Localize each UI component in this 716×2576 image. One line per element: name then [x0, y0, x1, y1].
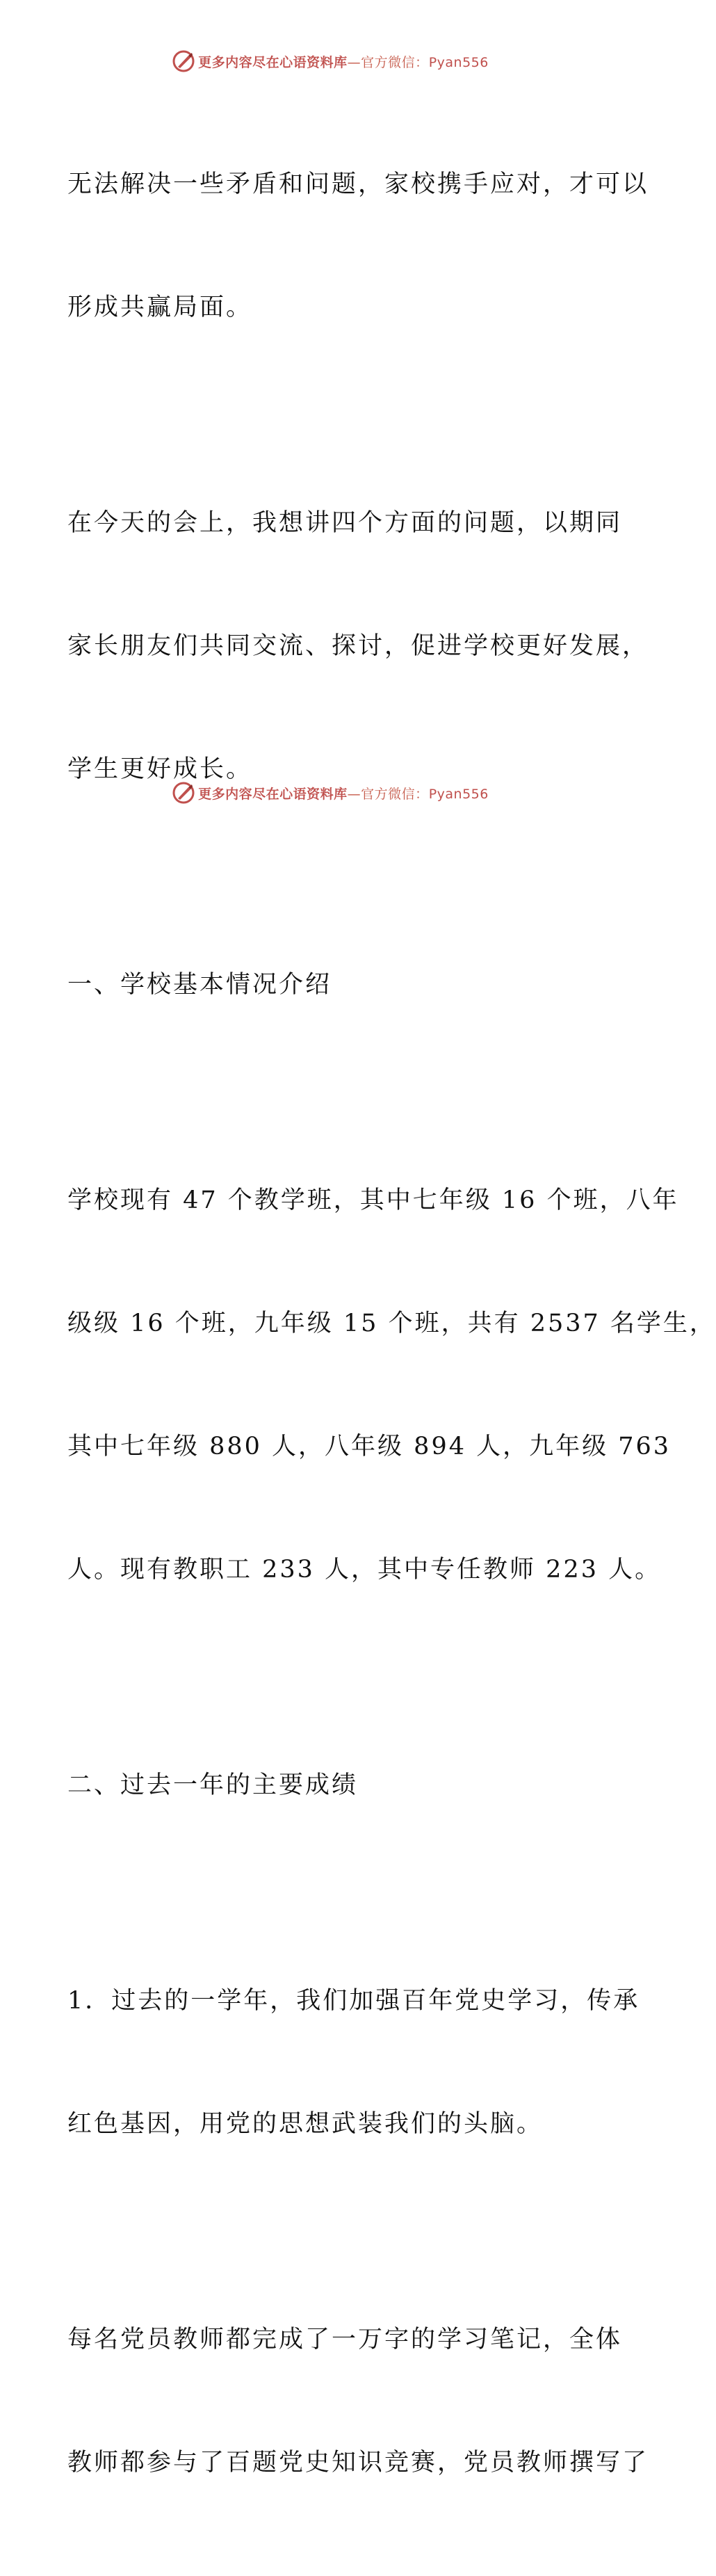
header-watermark	[0, 47, 660, 75]
text-line: 学校现有 47 个教学班，其中七年级 16 个班，八年	[67, 1186, 679, 1214]
watermark-sub: 官方微信：	[361, 786, 429, 802]
text-line: 每名党员教师都完成了一万字的学习笔记，全体	[67, 2326, 623, 2353]
text-line: 红色基因，用党的思想武装我们的头脑。	[67, 2110, 544, 2138]
text-line: 在今天的会上，我想讲四个方面的问题，以期同	[67, 509, 623, 537]
quill-pen-logo-icon	[172, 49, 195, 73]
paragraph-4	[67, 1899, 640, 2227]
watermark-text	[198, 784, 489, 803]
section-heading-1	[67, 883, 596, 1088]
heading-line: 二、过去一年的主要成绩	[67, 1771, 359, 1799]
text-line: 级级 16 个班，九年级 15 个班，共有 2537 名学生，	[67, 1310, 716, 1337]
text-line: 人。现有教职工 233 人，其中专任教师 223 人。	[67, 1556, 662, 1584]
paragraph-5	[67, 2237, 649, 2566]
paragraph-3	[67, 1098, 716, 1673]
watermark-dash: —	[347, 786, 361, 802]
watermark-main: 更多内容尽在心语资料库	[198, 786, 348, 802]
footer-watermark	[0, 779, 660, 807]
document-body	[67, 82, 716, 2576]
text-line: 学生更好成长。	[67, 755, 253, 783]
text-line: 无法解决一些矛盾和问题，家校携手应对，才可以	[67, 170, 649, 198]
heading-line: 一、学校基本情况介绍	[67, 971, 332, 999]
text-line: 其中七年级 880 人，八年级 894 人，九年级 763	[67, 1433, 672, 1460]
text-line: 1．过去的一学年，我们加强百年党史学习，传承	[67, 1987, 640, 2015]
watermark-id: Pyan556	[428, 786, 489, 802]
text-line: 形成共赢局面。	[67, 293, 253, 321]
paragraph-1	[67, 82, 649, 410]
watermark-dash: —	[347, 54, 361, 70]
watermark-text	[198, 52, 489, 71]
watermark-id: Pyan556	[428, 54, 489, 70]
section-heading-2	[67, 1683, 596, 1888]
watermark-main: 更多内容尽在心语资料库	[198, 54, 348, 70]
text-line: 家长朋友们共同交流、探讨，促进学校更好发展，	[67, 632, 649, 660]
quill-pen-logo-icon	[172, 781, 195, 805]
watermark-sub: 官方微信：	[361, 54, 429, 70]
text-line: 教师都参与了百题党史知识竞赛，党员教师撰写了	[67, 2449, 649, 2477]
